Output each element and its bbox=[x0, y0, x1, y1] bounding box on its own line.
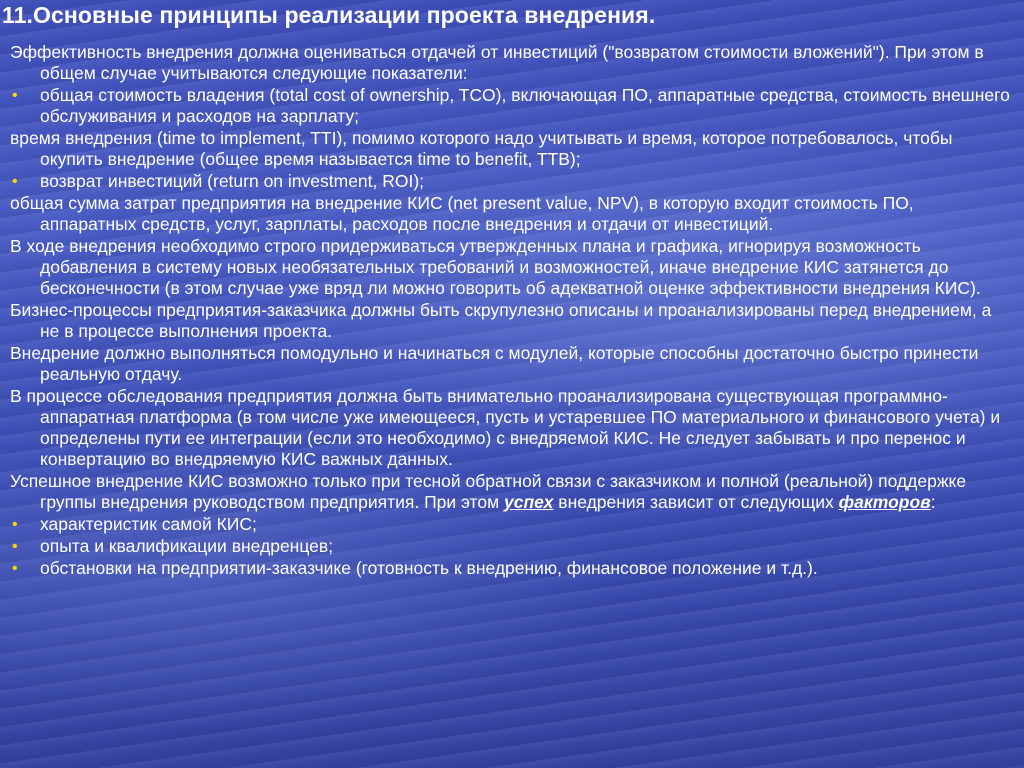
paragraph-platform: В процессе обследования предприятия должна быть внимательно проанализирована существующая программно-аппаратная платформа (в том числе уже имеющееся, пусть и устаревшее ПО материального и финансового учета) и определены пути ее интеграции (если это необходимо) с внедряемой КИС. Не следует забывать и про перенос и конвертацию во внедряемую КИС важных данных. bbox=[10, 386, 1001, 469]
paragraph-schedule: В ходе внедрения необходимо строго придерживаться утвержденных плана и графика, игнорируя возможность добавления в систему новых необязательных требований и возможностей, иначе внедрение КИС затянется до бесконечности (в этом случае уже вряд ли можно говорить об адекватной оценке эффективности внедрения КИС). bbox=[10, 236, 981, 298]
success-text-1: Успешное внедрение КИС возможно только при тесной обратной связи с заказчиком и полной (реальной) поддержке группы внедрения руководством предприятия. При этом bbox=[10, 471, 967, 512]
bullet-text: характеристик самой КИС; bbox=[40, 514, 257, 534]
paragraph-business-processes: Бизнес-процессы предприятия-заказчика должны быть скрупулезно описаны и проанализированы перед внедрением, а не в процессе выполнения проекта. bbox=[10, 300, 992, 341]
bullet-icon: • bbox=[12, 516, 18, 533]
bullet-text: опыта и квалификации внедренцев; bbox=[40, 536, 334, 556]
bullet-text: обстановки на предприятии-заказчике (готовность к внедрению, финансовое положение и т.д.). bbox=[40, 558, 818, 578]
slide-body bbox=[10, 42, 1015, 580]
bullet-icon: • bbox=[12, 538, 18, 555]
paragraph-intro: Эффективность внедрения должна оцениваться отдачей от инвестиций ("возвратом стоимости вложений"). При этом в общем случае учитываются следующие показатели: bbox=[10, 42, 984, 83]
highlight-success: успех bbox=[504, 492, 554, 512]
paragraph-npv: общая сумма затрат предприятия на внедрение КИС (net present value, NPV), в которую входит стоимость ПО, аппаратных средств, услуг, зарплаты, расходов после внедрения и отдачи от инвестиций. bbox=[10, 193, 914, 234]
bullet-item-tco bbox=[10, 85, 1015, 127]
bullet-icon: • bbox=[12, 173, 18, 190]
slide-title: 11.Основные принципы реализации проекта внедрения. bbox=[2, 2, 656, 28]
bullet-item-factor bbox=[10, 514, 1015, 535]
bullet-icon: • bbox=[12, 87, 18, 104]
highlight-factors: факторов bbox=[838, 492, 931, 512]
bullet-text: общая стоимость владения (total cost of ownership, TCO), включающая ПО, аппаратные средства, стоимость внешнего обслуживания и расходов на зарплату; bbox=[40, 85, 1010, 126]
paragraph-success bbox=[10, 471, 1015, 513]
paragraph-tti: время внедрения (time to implement, TTI), помимо которого надо учитывать и время, которое потребовалось, чтобы окупить внедрение (общее время называется time to benefit, TTB); bbox=[10, 128, 953, 169]
bullet-text: возврат инвестиций (return on investment, ROI); bbox=[40, 171, 425, 191]
bullet-icon: • bbox=[12, 560, 18, 577]
bullet-item-factor bbox=[10, 558, 1015, 579]
success-text-3: : bbox=[930, 492, 936, 512]
bullet-item-factor bbox=[10, 536, 1015, 557]
bullet-item-roi bbox=[10, 171, 1015, 192]
paragraph-modular: Внедрение должно выполняться помодульно и начинаться с модулей, которые способны достаточно быстро принести реальную отдачу. bbox=[10, 343, 979, 384]
success-text-2: внедрения зависит от следующих bbox=[553, 492, 839, 512]
